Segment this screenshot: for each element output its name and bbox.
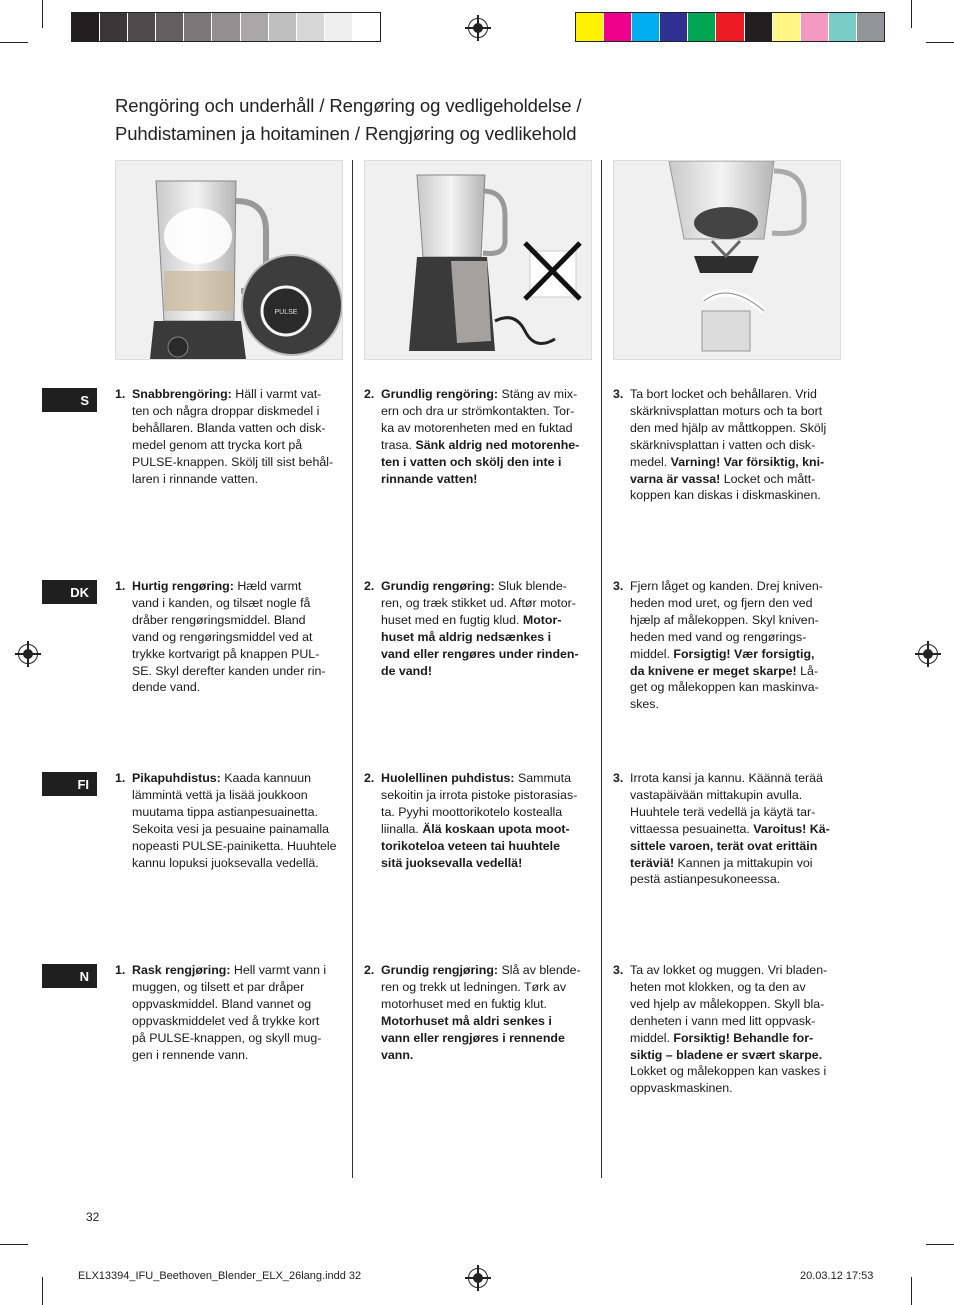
- color-swatch: [660, 13, 688, 41]
- step-bold-text: Varoitus! Kä- sittele varoen, terät ovat erittäin teräviä!: [630, 821, 830, 870]
- blender-pulse-knob-icon: [116, 161, 342, 359]
- crop-mark: [0, 1244, 28, 1245]
- knob-label: PULSE: [274, 309, 298, 316]
- step-number: 1.: [115, 771, 126, 785]
- instruction-step: [364, 962, 590, 1063]
- color-swatch: [128, 13, 156, 41]
- step-plain-text: Sammuta sekoitin ja irrota pistoke pistorasias- ta. Pyyhi moottorikotelo kostealla liinalla.: [381, 771, 578, 836]
- instruction-step: [115, 386, 341, 487]
- color-swatch: [773, 13, 801, 41]
- step-bold-text: Grundig rengøring:: [381, 579, 495, 593]
- step-bold-text: Grundig rengjøring:: [381, 963, 499, 977]
- step-number: 3.: [613, 771, 624, 785]
- step-number: 2.: [364, 771, 375, 785]
- color-swatch: [353, 13, 380, 41]
- grayscale-bar: [71, 12, 381, 42]
- step-text: [381, 962, 590, 1063]
- step-plain-text: Lå- get og målekoppen kan maskinva- skes.: [630, 663, 819, 712]
- language-tag: N: [42, 964, 97, 988]
- step-number: 3.: [613, 387, 624, 401]
- language-tag: S: [42, 388, 97, 412]
- crop-mark: [42, 1277, 43, 1305]
- step-bold-text: Grundlig rengöring:: [381, 387, 499, 401]
- step-number: 2.: [364, 963, 375, 977]
- instruction-step: [613, 578, 839, 713]
- instruction-step: [115, 962, 341, 1063]
- page-title-line-2: Puhdistaminen ja hoitaminen / Rengjøring og vedlikehold: [115, 123, 577, 144]
- color-swatch: [801, 13, 829, 41]
- step-text: [132, 578, 341, 696]
- step-bold-text: Älä koskaan upota moot- torikoteloa veteen tai huuhtele sitä juoksevalla vedellä!: [381, 821, 570, 870]
- step-bold-text: Varning! Var försiktig, kni- varna är vassa!: [630, 454, 825, 486]
- language-tag: FI: [42, 772, 97, 796]
- instruction-step: [115, 770, 341, 871]
- step-text: [630, 770, 839, 888]
- registration-mark-icon: [468, 1268, 488, 1288]
- step-bold-text: Forsigtig! Vær forsigtig, da knivene er meget skarpe!: [630, 646, 815, 678]
- color-swatch: [829, 13, 857, 41]
- color-swatch: [184, 13, 212, 41]
- crop-mark: [911, 0, 912, 28]
- step-plain-text: Kaada kannuun lämmintä vettä ja lisää joukkoon muutama tippa astianpesuainetta. Sekoita vesi ja pesuaine painamalla nopeasti PULSE-painiketta. Huuhtele kannu lopuksi juoksevalla vedellä.: [132, 771, 337, 870]
- instruction-step: [115, 578, 341, 696]
- step-plain-text: Hell varmt vann i muggen, og tilsett et par dråper oppvaskmiddel. Bland vannet og oppvaskmiddelet ved å trykke kort på PULSE-knappen, og skyll mug- gen i rennende vann.: [132, 963, 327, 1062]
- step-bold-text: Sänk aldrig ned motorenhe- ten i vatten och skölj den inte i rinnande vatten!: [381, 437, 580, 486]
- step-bold-text: Motor- huset må aldrig nedsænkes i vand eller rengøres under rinden- de vand!: [381, 612, 579, 678]
- instruction-step: [613, 962, 839, 1097]
- step-number: 3.: [613, 963, 624, 977]
- step-number: 2.: [364, 579, 375, 593]
- color-swatch: [212, 13, 240, 41]
- language-tag: DK: [42, 580, 97, 604]
- color-swatch: [604, 13, 632, 41]
- crop-mark: [42, 0, 43, 28]
- color-swatch: [576, 13, 604, 41]
- step-text: [630, 578, 839, 713]
- color-swatch: [156, 13, 184, 41]
- page-number: 32: [86, 1210, 100, 1224]
- step-bold-text: Motorhuset må aldri senkes i vann eller rengjøres i rennende vann.: [381, 1013, 565, 1062]
- blender-unplugged-no-water-icon: [365, 161, 591, 359]
- step-plain-text: Ta av lokket og muggen. Vri bladen- heten mot klokken, og ta den av ved hjelp av målekoppen. Skyll bla- denheten i vann med litt oppvask- middel.: [630, 963, 828, 1045]
- step-text: [132, 962, 341, 1063]
- step-bold-text: Pikapuhdistus:: [132, 771, 221, 785]
- step-bold-text: Hurtig rengøring:: [132, 579, 234, 593]
- step-plain-text: Ta bort locket och behållaren. Vrid skärknivsplattan moturs och ta bort den med hjälp av måttkoppen. Skölj skärknivsplattan i vatten och disk- medel.: [630, 387, 827, 469]
- step-number: 1.: [115, 963, 126, 977]
- step-text: [630, 386, 839, 504]
- step-number: 3.: [613, 579, 624, 593]
- instruction-step: [613, 770, 839, 888]
- registration-mark-icon: [918, 644, 938, 664]
- color-swatch: [745, 13, 773, 41]
- column-divider: [601, 160, 602, 1178]
- color-swatch: [632, 13, 660, 41]
- step-plain-text: Häll i varmt vat- ten och några droppar diskmedel i behållaren. Blanda vatten och disk- medel genom att trycka kort på PULSE-knappen. Skölj till sist behål- laren i rinnande vatten.: [132, 387, 334, 486]
- figure-blender-pulse: [115, 160, 343, 360]
- step-text: [381, 770, 590, 871]
- figure-blade-removal: [613, 160, 841, 360]
- color-swatch: [716, 13, 744, 41]
- step-number: 2.: [364, 387, 375, 401]
- step-text: [132, 770, 341, 871]
- color-swatch: [297, 13, 325, 41]
- step-bold-text: Huolellinen puhdistus:: [381, 771, 515, 785]
- step-plain-text: Stäng av mix- ern och dra ur strömkontakten. Tor- ka av motorenheten med en fuktad trasa.: [381, 387, 578, 452]
- step-number: 1.: [115, 387, 126, 401]
- instruction-step: [364, 770, 590, 871]
- color-bar: [575, 12, 885, 42]
- figure-blender-unplugged: [364, 160, 592, 360]
- blender-blade-removal-icon: [614, 161, 840, 359]
- color-swatch: [688, 13, 716, 41]
- registration-mark-icon: [18, 644, 38, 664]
- step-text: [381, 578, 590, 679]
- step-text: [381, 386, 590, 487]
- crop-mark: [926, 1244, 954, 1245]
- instruction-step: [613, 386, 839, 504]
- color-swatch: [72, 13, 100, 41]
- step-number: 1.: [115, 579, 126, 593]
- step-text: [132, 386, 341, 487]
- crop-mark: [0, 42, 28, 43]
- step-plain-text: Lokket og målekoppen kan vaskes i oppvaskmaskinen.: [630, 1064, 827, 1096]
- step-plain-text: Sluk blende- ren, og træk stikket ud. Aftør motor- huset med en fugtig klud.: [381, 579, 576, 627]
- column-divider: [352, 160, 353, 1178]
- step-plain-text: Hæld varmt vand i kanden, og tilsæt nogle få dråber rengøringsmiddel. Bland vand og rengøringsmiddel ved at trykke kortvarigt på knappen PUL- SE. Skyl derefter kanden under rin- dende vand.: [132, 579, 326, 695]
- registration-mark-icon: [468, 18, 488, 38]
- footer-file-name: ELX13394_IFU_Beethoven_Blender_ELX_26lang.indd 32: [78, 1270, 362, 1282]
- crop-mark: [911, 1277, 912, 1305]
- color-swatch: [100, 13, 128, 41]
- step-bold-text: Rask rengjøring:: [132, 963, 231, 977]
- step-bold-text: Snabbrengöring:: [132, 387, 232, 401]
- crop-mark: [926, 42, 954, 43]
- instruction-step: [364, 386, 590, 487]
- step-plain-text: Irrota kansi ja kannu. Käännä terää vastapäivään mittakupin avulla. Huuhtele terä vedellä ja käytä tar- vittaessa pesuainetta.: [630, 771, 823, 836]
- step-plain-text: Fjern låget og kanden. Drej kniven- heden mod uret, og fjern den ved hjælp af målekoppen. Skyl kniven- heden med vand og rengørings- middel.: [630, 579, 823, 661]
- step-text: [630, 962, 839, 1097]
- step-plain-text: Locket och mått- koppen kan diskas i diskmaskinen.: [630, 471, 821, 503]
- step-plain-text: Slå av blende- ren og trekk ut ledningen. Tørk av motorhuset med en fuktig klut.: [381, 963, 581, 1011]
- step-plain-text: Kannen ja mittakupin voi pestä astianpesukoneessa.: [630, 855, 813, 887]
- page-title-line-1: Rengöring och underhåll / Rengøring og vedligeholdelse /: [115, 95, 582, 116]
- color-swatch: [857, 13, 884, 41]
- color-swatch: [269, 13, 297, 41]
- footer-date: 20.03.12 17:53: [800, 1270, 874, 1282]
- step-bold-text: Forsiktig! Behandle for- siktig – bladene er svært skarpe.: [630, 1030, 823, 1062]
- color-swatch: [241, 13, 269, 41]
- instruction-step: [364, 578, 590, 679]
- color-swatch: [325, 13, 353, 41]
